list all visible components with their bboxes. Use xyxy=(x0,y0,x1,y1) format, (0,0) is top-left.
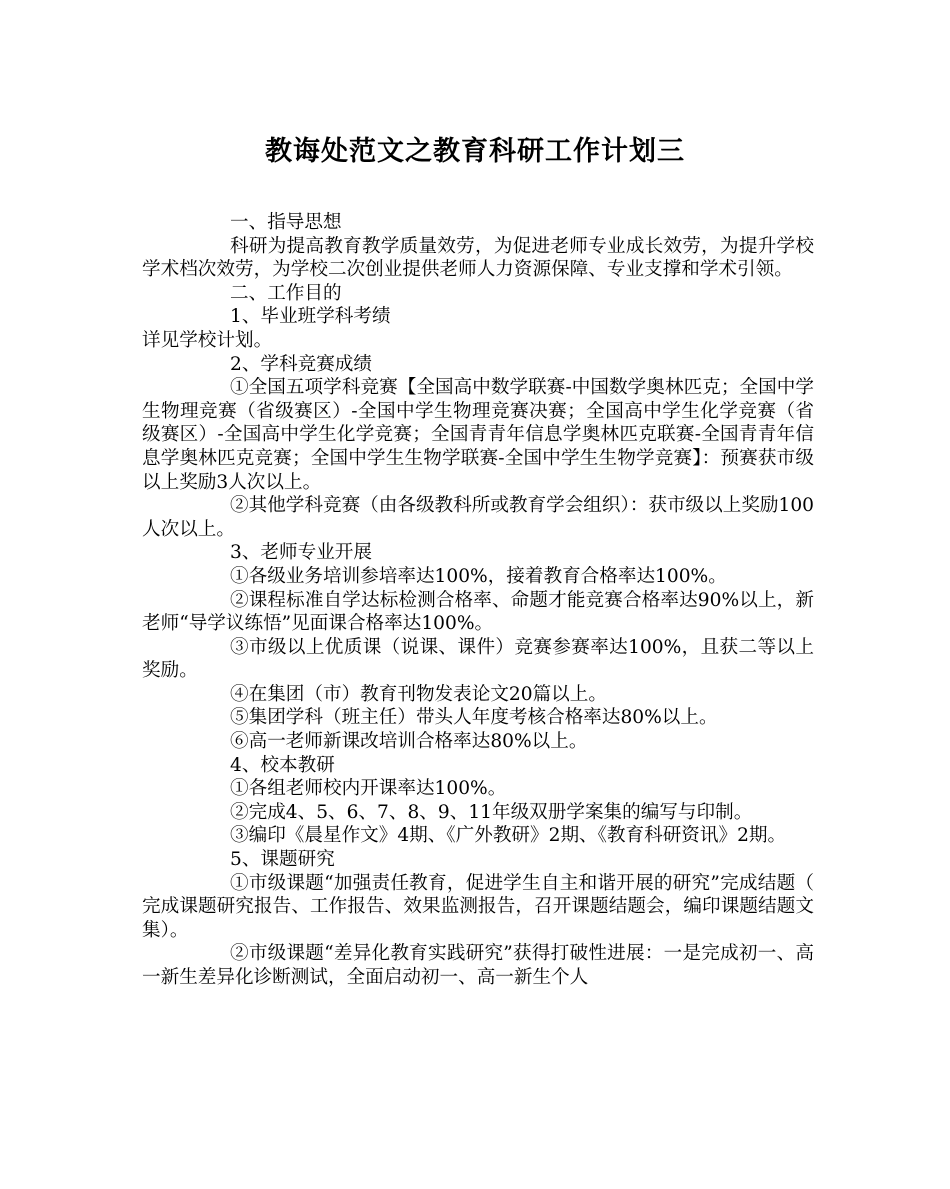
paragraph: 3、老师专业开展 xyxy=(230,542,372,564)
paragraph: 科研为提高教育教学质量效劳，为促进老师专业成长效劳，为提升学校学术档次效劳，为学校二次创业提供老师人力资源保障、专业支撑和学术引领。 xyxy=(142,235,814,281)
paragraph: ①各级业务培训参培率达100%，接着教育合格率达100%。 xyxy=(230,565,727,587)
paragraph: ③市级以上优质课（说课、课件）竞赛参赛率达100%，且获二等以上奖励。 xyxy=(142,636,814,682)
document-body xyxy=(142,211,814,990)
paragraph: ②课程标准自学达标检测合格率、命题才能竞赛合格率达90%以上，新老师“导学议练悟”见面课合格率达100%。 xyxy=(142,589,814,635)
paragraph: ④在集团（市）教育刊物发表论文20篇以上。 xyxy=(230,683,607,705)
paragraph: 1、毕业班学科考绩 xyxy=(230,306,391,328)
paragraph: ②市级课题“差异化教育实践研究”获得打破性进展：一是完成初一、高一新生差异化诊断测试，全面启动初一、高一新生个人 xyxy=(142,943,814,988)
document-title: 教诲处范文之教育科研工作计划三 xyxy=(265,136,685,167)
paragraph: ①全国五项学科竞赛【全国高中数学联赛-中国数学奥林匹克；全国中学生物理竞赛（省级赛区）-全国中学生物理竞赛决赛；全国高中学生化学竞赛（省级赛区）-全国高中学生化学竞赛；全国青青年信息学奥林匹克联赛-全国青青年信息学奥林匹克竞赛；全国中学生生物学联赛-全国中学生生物学竞赛】：预赛获市级以上奖励3人次以上。 xyxy=(142,377,814,493)
paragraph: 4、校本教研 xyxy=(230,754,335,776)
paragraph: ①市级课题“加强责任教育，促进学生自主和谐开展的研究”完成结题（完成课题研究报告、工作报告、效果监测报告，召开课题结题会，编印课题结题文集）。 xyxy=(142,872,814,941)
paragraph: ①各组老师校内开课率达100%。 xyxy=(230,778,507,800)
paragraph: ②完成4、5、6、7、8、9、11年级双册学案集的编写与印制。 xyxy=(230,801,753,823)
paragraph: ⑥高一老师新课改培训合格率达80%以上。 xyxy=(230,731,588,753)
paragraph: 5、课题研究 xyxy=(230,849,335,871)
paragraph: ③编印《晨星作文》4期、《广外教研》2期、《教育科研资讯》2期。 xyxy=(230,825,787,847)
paragraph: ⑤集团学科（班主任）带头人年度考核合格率达80%以上。 xyxy=(230,707,718,729)
paragraph: 详见学校计划。 xyxy=(142,329,273,351)
paragraph: ②其他学科竞赛（由各级教科所或教育学会组织）：获市级以上奖励100人次以上。 xyxy=(142,495,815,540)
paragraph: 二、工作目的 xyxy=(230,282,342,304)
paragraph: 2、学科竞赛成绩 xyxy=(230,353,372,375)
paragraph: 一、指导思想 xyxy=(230,212,342,233)
